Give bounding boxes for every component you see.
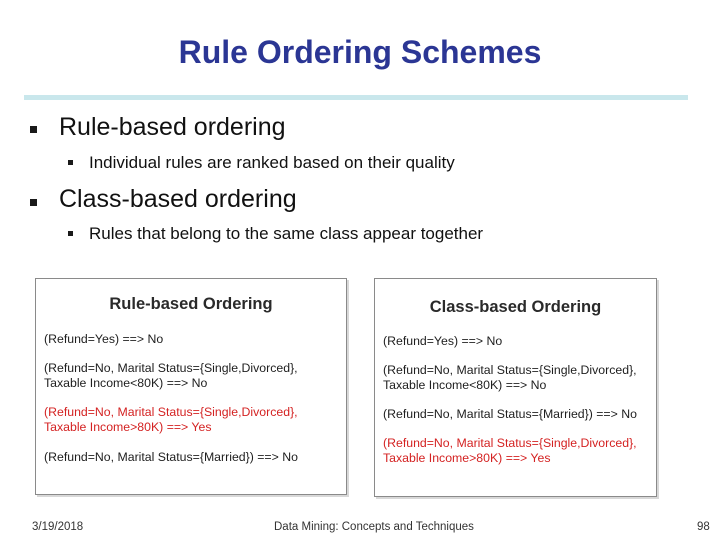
slide-number: 98 <box>697 521 710 533</box>
sub-bullet-class-based: Rules that belong to the same class appear together <box>89 224 484 243</box>
sub-bullet-marker <box>68 231 73 236</box>
class-based-ordering-box <box>374 278 657 497</box>
rule-line: Taxable Income<80K) ==> No <box>44 376 208 390</box>
rule-based-ordering-box <box>35 278 347 495</box>
box-title: Rule-based Ordering <box>109 295 273 313</box>
bullet-rule-based: Rule-based ordering <box>59 113 286 141</box>
bullet-marker <box>30 199 37 206</box>
rule-line-highlight: (Refund=No, Marital Status={Single,Divorced}, <box>44 405 298 419</box>
footer-center-text: Data Mining: Concepts and Techniques <box>274 521 474 533</box>
sub-bullet-rule-based: Individual rules are ranked based on their quality <box>89 153 455 172</box>
rule-line: Taxable Income<80K) ==> No <box>383 378 547 392</box>
rule-line-highlight: (Refund=No, Marital Status={Single,Divorced}, <box>383 436 637 450</box>
rule-line: (Refund=No, Marital Status={Married}) ==> No <box>44 450 298 464</box>
rule-line: (Refund=Yes) ==> No <box>44 332 164 346</box>
rule-line: (Refund=No, Marital Status={Single,Divorced}, <box>44 361 298 375</box>
footer-date: 3/19/2018 <box>32 521 84 533</box>
rule-line-highlight: Taxable Income>80K) ==> Yes <box>44 420 212 434</box>
rule-line: (Refund=No, Marital Status={Single,Divorced}, <box>383 363 637 377</box>
sub-bullet-marker <box>68 160 73 165</box>
bullet-marker <box>30 126 37 133</box>
title-underline <box>24 95 688 100</box>
box-title: Class-based Ordering <box>429 298 602 316</box>
rule-line-highlight: Taxable Income>80K) ==> Yes <box>383 451 551 465</box>
rule-line: (Refund=No, Marital Status={Married}) ==> No <box>383 407 637 421</box>
slide-title: Rule Ordering Schemes <box>178 34 542 70</box>
bullet-class-based: Class-based ordering <box>59 185 297 213</box>
rule-line: (Refund=Yes) ==> No <box>383 334 503 348</box>
